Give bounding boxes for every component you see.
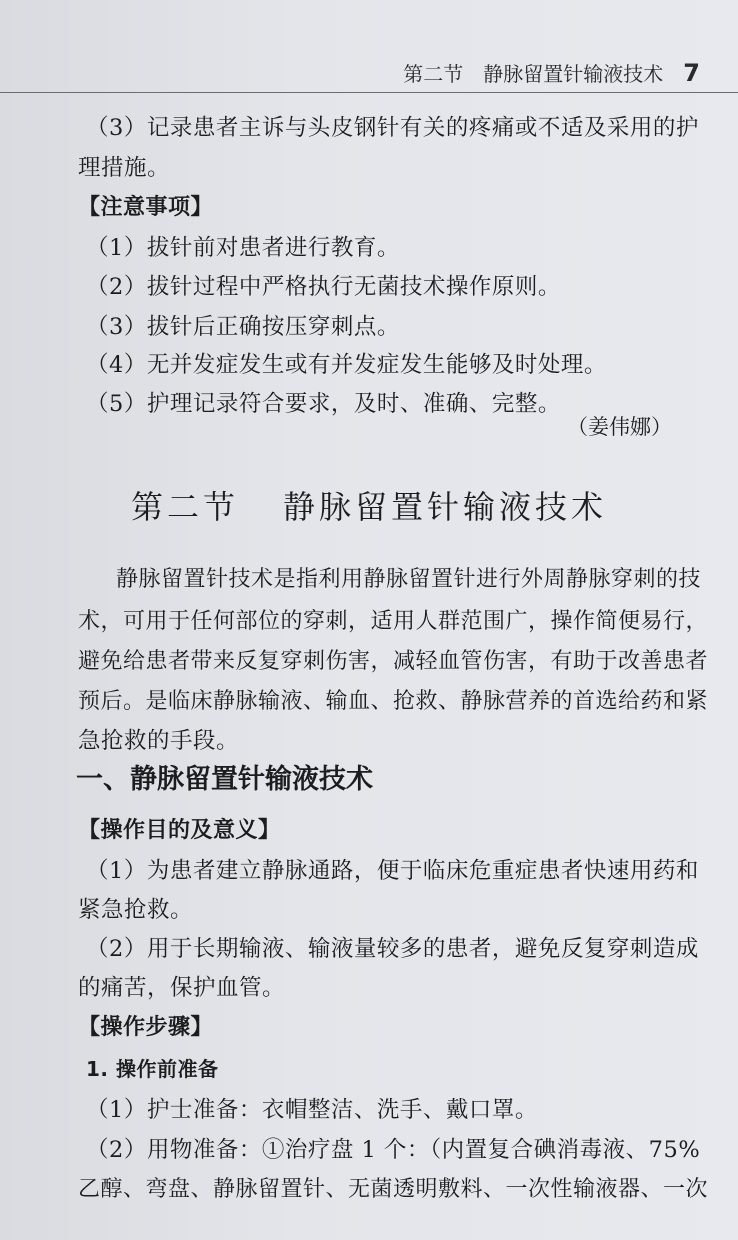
notes-item: （1）拔针前对患者进行教育。 — [86, 235, 400, 261]
intro-line: 急抢救的手段。 — [78, 728, 240, 754]
page-number: 7 — [683, 59, 700, 87]
intro-line: 静脉留置针技术是指利用静脉留置针进行外周静脉穿刺的技 — [116, 567, 702, 592]
notes-item: （4）无并发症发生或有并发症发生能够及时处理。 — [86, 352, 607, 378]
running-header — [0, 58, 700, 87]
intro-line: 术，可用于任何部位的穿刺，适用人群范围广，操作简便易行， — [78, 609, 709, 634]
text-line: （3）记录患者主诉与头皮钢针有关的疼痛或不适及采用的护 — [86, 115, 699, 141]
purpose-line: （1）为患者建立静脉通路，便于临床危重症患者快速用药和 — [86, 858, 699, 884]
running-header-title: 第二节 静脉留置针输液技术 — [403, 62, 664, 86]
steps-heading: 【操作步骤】 — [78, 1015, 214, 1040]
notes-item: （3）拔针后正确按压穿刺点。 — [86, 314, 400, 340]
notes-heading: 【注意事项】 — [78, 195, 214, 220]
section-title — [0, 482, 738, 528]
prep-line: 乙醇、弯盘、静脉留置针、无菌透明敷料、一次性输液器、一次 — [78, 1177, 709, 1202]
header-rule — [0, 92, 738, 93]
intro-line: 预后。是临床静脉输液、输血、抢救、静脉营养的首选给药和紧 — [78, 689, 709, 714]
purpose-line: 紧急抢救。 — [78, 897, 194, 923]
notes-item: （5）护理记录符合要求，及时、准确、完整。 — [86, 391, 561, 417]
intro-line: 避免给患者带来反复穿刺伤害，减轻血管伤害，有助于改善患者 — [78, 649, 709, 674]
purpose-line: 的痛苦，保护血管。 — [78, 975, 286, 1001]
author-credit: （姜伟娜） — [567, 415, 672, 439]
section-name: 静脉留置针输液技术 — [283, 488, 608, 526]
subsection-heading: 一、静脉留置针输液技术 — [76, 764, 373, 795]
notes-item: （2）拔针过程中严格执行无菌技术操作原则。 — [86, 274, 561, 300]
purpose-heading: 【操作目的及意义】 — [78, 818, 281, 843]
prep-heading: 1. 操作前准备 — [86, 1057, 219, 1081]
prep-line: （1）护士准备：衣帽整洁、洗手、戴口罩。 — [86, 1097, 538, 1123]
purpose-line: （2）用于长期输液、输液量较多的患者，避免反复穿刺造成 — [86, 936, 699, 962]
text-line: 理措施。 — [78, 155, 171, 181]
section-number: 第二节 — [130, 488, 239, 526]
prep-line: （2）用物准备：①治疗盘 1 个：（内置复合碘消毒液、75% — [86, 1137, 701, 1163]
